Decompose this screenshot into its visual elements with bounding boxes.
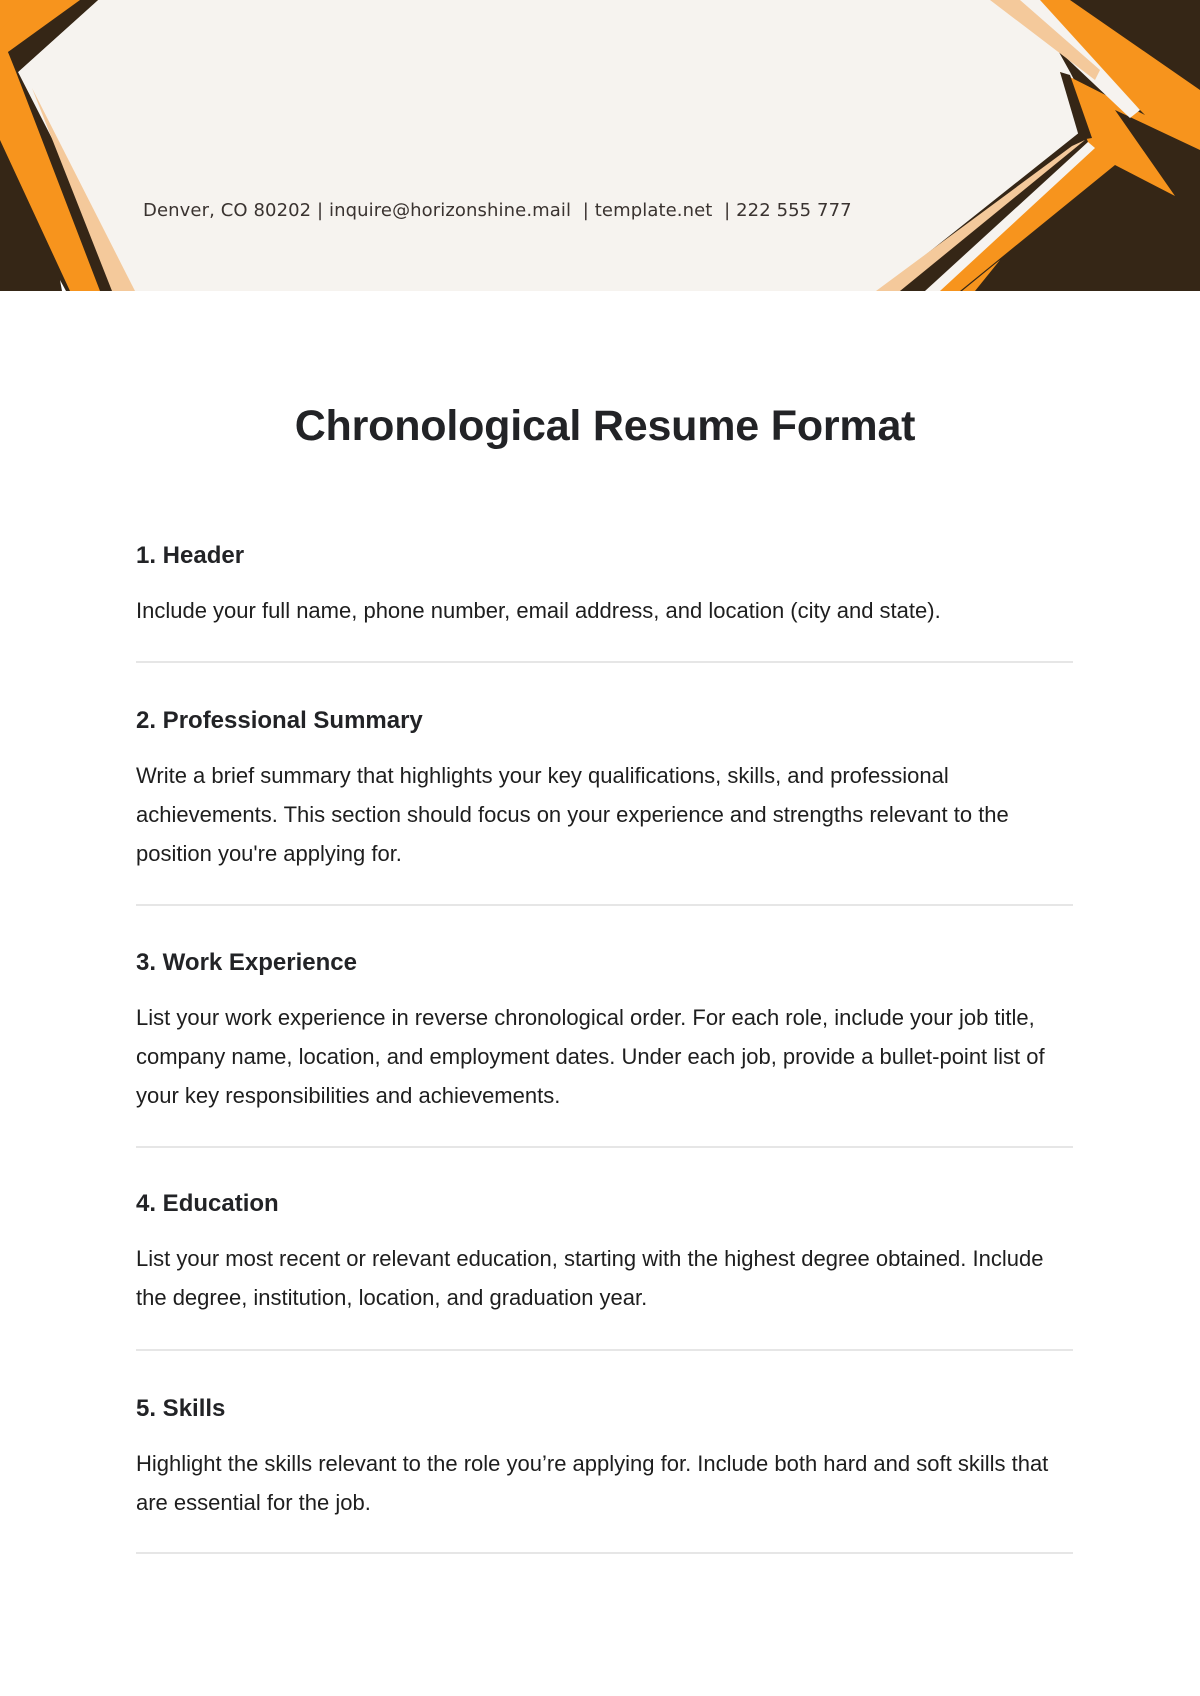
section-heading: 1. Header bbox=[136, 542, 245, 569]
section-header bbox=[136, 541, 1074, 630]
section-heading: 2. Professional Summary bbox=[136, 707, 423, 734]
contact-line: Denver, CO 80202 | inquire@horizonshine.mail | template.net | 222 555 777 bbox=[143, 200, 852, 221]
section-education bbox=[136, 1189, 1074, 1317]
section-body: Write a brief summary that highlights your key qualifications, skills, and professional achievements. This section should focus on your experience and strengths relevant to the position you're applying for. bbox=[136, 763, 1009, 866]
section-body: Include your full name, phone number, email address, and location (city and state). bbox=[136, 598, 941, 623]
section-skills bbox=[136, 1394, 1074, 1522]
section-heading: 3. Work Experience bbox=[136, 949, 357, 976]
decorative-shapes-icon bbox=[0, 0, 1200, 291]
section-divider bbox=[136, 904, 1073, 906]
section-professional-summary bbox=[136, 706, 1074, 873]
section-heading: 5. Skills bbox=[136, 1395, 226, 1422]
section-divider bbox=[136, 1349, 1073, 1351]
section-body: List your work experience in reverse chronological order. For each role, include your job title, company name, location, and employment dates. Under each job, provide a bullet-point list of your key responsibilities and achievements. bbox=[136, 1005, 1045, 1108]
section-body: Highlight the skills relevant to the role you’re applying for. Include both hard and soft skills that are essential for the job. bbox=[136, 1451, 1049, 1515]
section-divider bbox=[136, 1552, 1073, 1554]
section-heading: 4. Education bbox=[136, 1190, 279, 1217]
section-divider bbox=[136, 661, 1073, 663]
header-banner bbox=[0, 0, 1200, 291]
section-work-experience bbox=[136, 948, 1074, 1115]
section-divider bbox=[136, 1146, 1073, 1148]
page-title: Chronological Resume Format bbox=[294, 402, 916, 450]
section-body: List your most recent or relevant education, starting with the highest degree obtained. Include the degree, institution, location, and graduation year. bbox=[136, 1246, 1044, 1310]
